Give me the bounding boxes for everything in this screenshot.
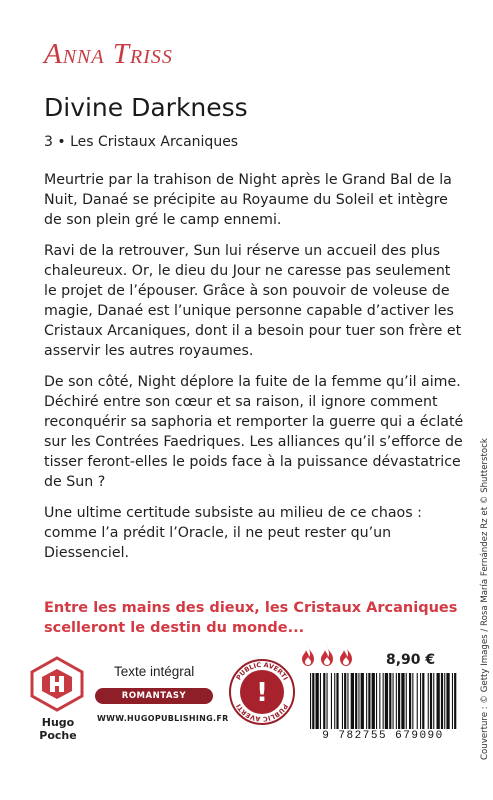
series-line: 3 • Les Cristaux Arcaniques <box>44 134 239 150</box>
author-name: Anna Triss <box>44 38 173 70</box>
barcode-bar <box>342 673 343 729</box>
blurb <box>44 170 464 574</box>
barcode-bar <box>366 673 367 729</box>
barcode-bar <box>409 673 411 729</box>
genre-badge: ROMANTASY <box>95 688 213 704</box>
isbn: 9 782755 679090 <box>306 730 460 742</box>
barcode-bar <box>351 673 354 729</box>
barcode-bar <box>372 673 375 729</box>
barcode-bar <box>452 673 453 729</box>
edition-label: Texte intégral <box>114 664 195 679</box>
barcode-bar <box>320 673 321 729</box>
barcode-bar <box>412 673 413 729</box>
photo-credit: Couverture : © Getty Images / Rosa María Fernández Rz et © Shutterstock <box>480 438 490 760</box>
barcode-bar <box>406 673 407 729</box>
publisher-line: Hugo <box>41 716 75 729</box>
barcode-bar <box>433 673 434 729</box>
barcode-bar <box>437 673 440 729</box>
barcode-bar <box>355 673 357 729</box>
seal-text-bottom: PUBLIC AVERTI <box>234 702 290 724</box>
price: 8,90 € <box>386 652 436 668</box>
seal-mark: ! <box>256 678 268 708</box>
barcode-bar <box>336 673 338 729</box>
barcode-bar <box>454 673 456 729</box>
barcode-bar <box>393 673 394 729</box>
barcode-bar <box>323 673 325 729</box>
barcode-bar <box>396 673 397 729</box>
barcode-bar <box>331 673 332 729</box>
barcode-bar <box>312 673 314 729</box>
barcode-bar <box>430 673 432 729</box>
barcode-bar <box>344 673 346 729</box>
tagline: Entre les mains des dieux, les Cristaux Arcaniques scelleront le destin du monde... <box>44 600 458 636</box>
blurb-paragraph: Ravi de la retrouver, Sun lui réserve un accueil des plus chaleureux. Or, le dieu du Jour ne caresse pas seulement le projet de l’épouser. Grâce à son pouvoir de voleuse de magie, Danaé est l’unique personne capable d’activer les Cristaux Arcaniques, dont il a besoin pour tuer son frère et asservir les autres royaumes. <box>44 243 462 359</box>
website: WWW.HUGOPUBLISHING.FR <box>97 714 229 723</box>
barcode-bar <box>420 673 421 729</box>
spice-rating <box>300 645 354 667</box>
flame-icon <box>319 645 335 667</box>
barcode-bar <box>310 673 311 729</box>
barcode-bar <box>389 673 391 729</box>
barcode-bar <box>327 673 328 729</box>
barcode-bar <box>444 673 445 729</box>
blurb-paragraph: Une ultime certitude subsiste au milieu de ce chaos : comme l’a prédit l’Oracle, il ne peut rester qu’un Diessenciel. <box>44 505 422 561</box>
publisher-line: Poche <box>39 729 77 742</box>
book-title: Divine Darkness <box>44 93 248 122</box>
barcode-bar <box>422 673 424 729</box>
blurb-paragraph: Meurtrie par la trahison de Night après le Grand Bal de la Nuit, Danaé se précipite au Royaume du Soleil et intègre de son plein gré le camp ennemi. <box>44 172 452 228</box>
barcode-bar <box>446 673 449 729</box>
public-averti-seal <box>228 658 296 726</box>
barcode-bar <box>398 673 400 729</box>
barcode-bar <box>376 673 377 729</box>
barcode-bar <box>347 673 348 729</box>
barcode-bar <box>316 673 319 729</box>
seal-text-top: PUBLIC AVERTI <box>234 660 290 682</box>
hugo-poche-logo <box>28 655 86 713</box>
flame-icon <box>338 645 354 667</box>
barcode-bar <box>417 673 418 729</box>
barcode-bar <box>379 673 380 729</box>
barcode-bar <box>428 673 429 729</box>
flame-icon <box>300 645 316 667</box>
barcode-bar <box>368 673 370 729</box>
barcode-bar <box>334 673 335 729</box>
barcode-bar <box>383 673 384 729</box>
barcode-bar <box>441 673 443 729</box>
blurb-paragraph: De son côté, Night déplore la fuite de la femme qu’il aime. Déchiré entre son cœur et sa raison, il ignore comment reconquérir sa saphoria et remporter la guerre qui a éclaté sur les Contrées Faedriques. Les alliances qu’il s’efforce de tisser feront-elles le poids face à la puissance dévastatrice de Sun ? <box>44 374 464 490</box>
barcode-bar <box>401 673 404 729</box>
barcode-bar <box>358 673 359 729</box>
barcode-bar <box>361 673 364 729</box>
publisher-name <box>34 716 82 742</box>
barcode-bar <box>385 673 388 729</box>
